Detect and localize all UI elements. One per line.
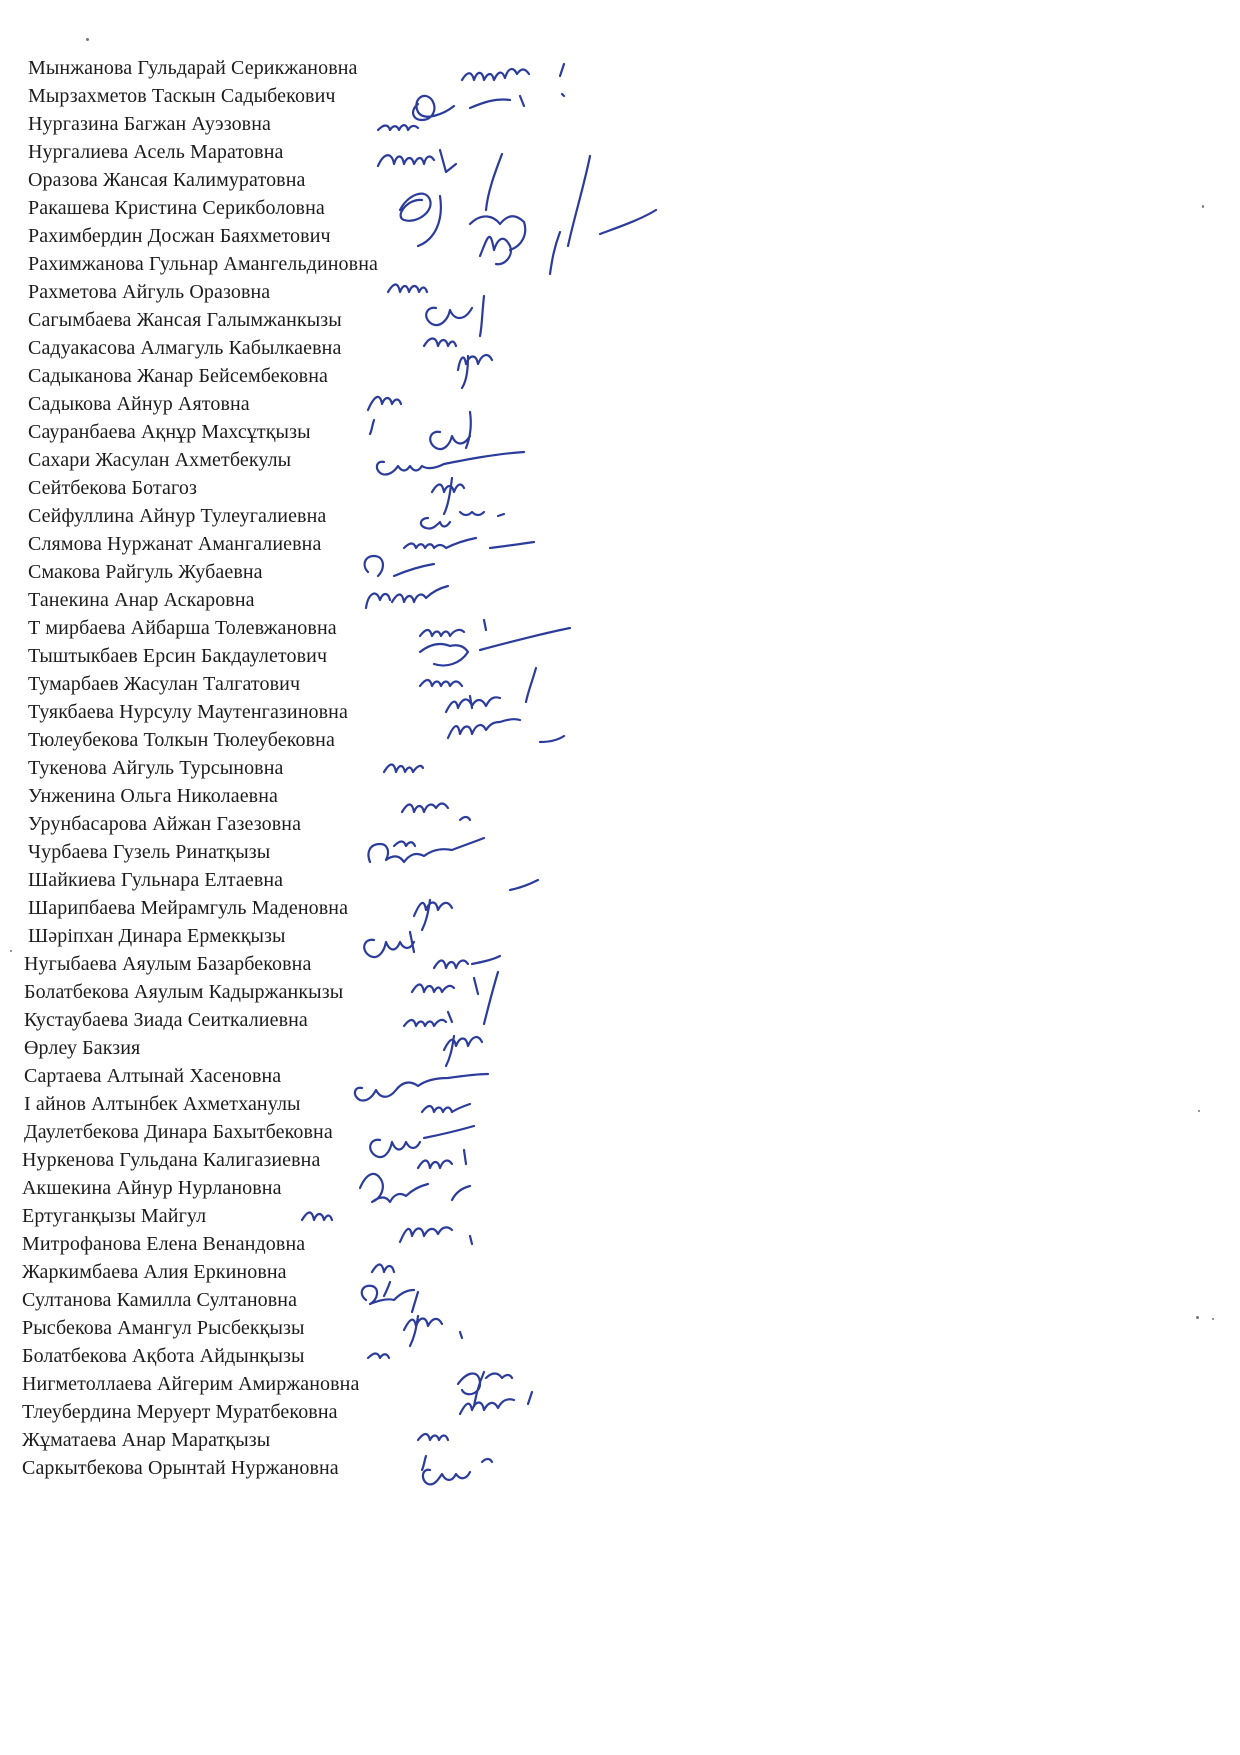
list-item: Рахметова Айгуль Оразовна xyxy=(28,281,271,303)
list-item: Шәріпхан Динара Ермекқызы xyxy=(28,925,286,947)
list-item: Сартаева Алтынай Хасеновна xyxy=(24,1065,282,1087)
list-item: Ертуганқызы Майгул xyxy=(22,1205,207,1227)
list-item: Сауранбаева Ақнұр Махсұтқызы xyxy=(28,421,311,443)
list-item: Сейтбекова Ботагоз xyxy=(28,477,197,499)
list-item: Шайкиева Гульнара Елтаевна xyxy=(28,869,284,891)
list-item: Смакова Райгуль Жубаевна xyxy=(28,561,263,583)
list-item: Сейфуллина Айнур Тулеугалиевна xyxy=(28,505,327,527)
scan-speck xyxy=(1212,1318,1214,1320)
list-item: Тумарбаев Жасулан Талгатович xyxy=(28,673,301,695)
list-item: Өрлеу Бакзия xyxy=(24,1037,141,1059)
list-item: Мырзахметов Таскын Садыбекович xyxy=(28,85,336,107)
list-item: Рахимбердин Досжан Баяхметович xyxy=(28,225,331,247)
list-item: Танекина Анар Аскаровна xyxy=(28,589,255,611)
list-item: Чурбаева Гузель Ринатқызы xyxy=(28,841,271,863)
list-item: Акшекина Айнур Нурлановна xyxy=(22,1177,282,1199)
list-item: Жаркимбаева Алия Еркиновна xyxy=(22,1261,287,1283)
list-item: Унженина Ольга Николаевна xyxy=(28,785,278,807)
list-item: Рысбекова Амангул Рысбекқызы xyxy=(22,1317,305,1339)
scan-speck xyxy=(1202,205,1204,208)
list-item: Мынжанова Гульдарай Серикжановна xyxy=(28,57,358,79)
list-item: Нургалиева Асель Маратовна xyxy=(28,141,284,163)
list-item: Даулетбекова Динара Бахытбековна xyxy=(24,1121,333,1143)
list-item: Садуакасова Алмагуль Кабылкаевна xyxy=(28,337,342,359)
list-item: Болатбекова Аяулым Кадыржанкызы xyxy=(24,981,344,1003)
signature-list xyxy=(22,54,588,1482)
list-item: Нуркенова Гульдана Калигазиевна xyxy=(22,1149,321,1171)
list-item: Жұматаева Анар Маратқызы xyxy=(22,1429,271,1451)
list-item: Нигметоллаева Айгерим Амиржановна xyxy=(22,1373,360,1395)
list-item: Рахимжанова Гульнар Амангельдиновна xyxy=(28,253,378,275)
list-item: Тюлеубекова Толкын Тюлеубековна xyxy=(28,729,335,751)
list-item: Нургазина Багжан Ауэзовна xyxy=(28,113,272,135)
list-item: І айнов Алтынбек Ахметханулы xyxy=(24,1093,301,1115)
list-item: Оразова Жансая Калимуратовна xyxy=(28,169,306,191)
list-item: Султанова Камилла Султановна xyxy=(22,1289,298,1311)
list-item: Болатбекова Ақбота Айдынқызы xyxy=(22,1345,305,1367)
list-item: Кустаубаева Зиада Сеиткалиевна xyxy=(24,1009,308,1031)
list-item: Слямова Нуржанат Амангалиевна xyxy=(28,533,322,555)
list-item: Сагымбаева Жансая Галымжанкызы xyxy=(28,309,342,331)
list-item: Сахари Жасулан Ахметбекулы xyxy=(28,449,292,471)
list-item: Шарипбаева Мейрамгуль Маденовна xyxy=(28,897,349,919)
list-item: Саркытбекова Орынтай Нуржановна xyxy=(22,1457,339,1479)
list-item: Нугыбаева Аяулым Базарбековна xyxy=(24,953,312,975)
scan-speck xyxy=(86,38,89,41)
list-item: Урунбасарова Айжан Газезовна xyxy=(28,813,302,835)
list-item: Туякбаева Нурсулу Маутенгазиновна xyxy=(28,701,348,723)
list-item: Тыштыкбаев Ерсин Бакдаулетович xyxy=(28,645,328,667)
scan-speck xyxy=(1196,1316,1199,1319)
list-item: Т мирбаева Айбарша Толевжановна xyxy=(28,617,337,639)
list-item: Садыкова Айнур Аятовна xyxy=(28,393,250,415)
list-item: Садыканова Жанар Бейсембековна xyxy=(28,365,328,387)
scan-speck xyxy=(1198,1110,1200,1112)
list-item: Тлеубердина Меруерт Муратбековна xyxy=(22,1401,338,1423)
list-item: Ракашева Кристина Серикболовна xyxy=(28,197,325,219)
list-item: Тукенова Айгуль Турсыновна xyxy=(28,757,284,779)
scan-speck xyxy=(10,950,12,952)
list-item: Митрофанова Елена Венандовна xyxy=(22,1233,306,1255)
